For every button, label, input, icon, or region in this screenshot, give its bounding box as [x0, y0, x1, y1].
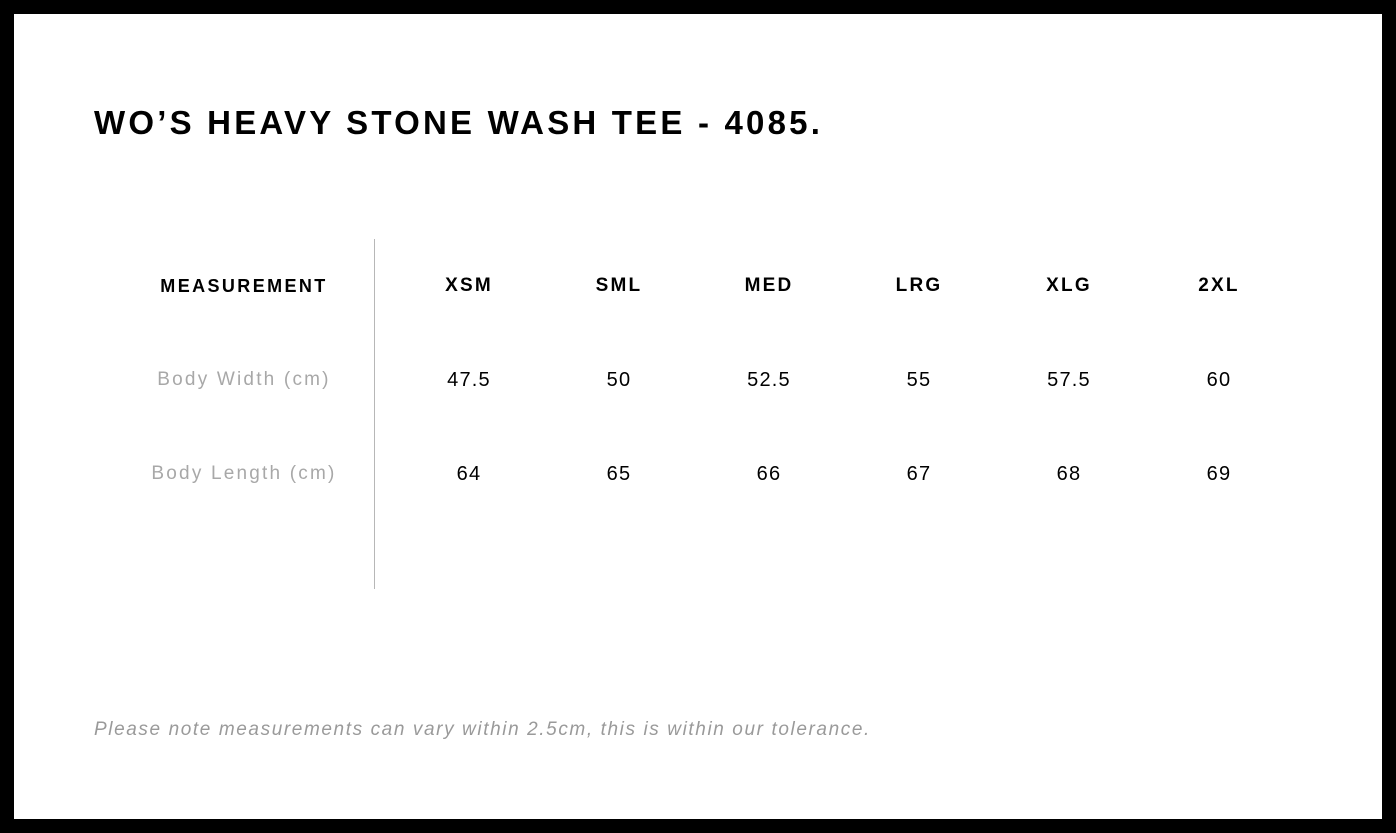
column-header-med: MED: [744, 275, 794, 296]
column-header-xlg: XLG: [1046, 275, 1092, 296]
tolerance-note: Please note measurements can vary within 2.5cm, this is within our tolerance.: [94, 719, 871, 740]
cell-body-length-xlg: 68: [1056, 462, 1082, 485]
page-title: WO’S HEAVY STONE WASH TEE - 4085.: [94, 104, 824, 141]
cell-body-width-xlg: 57.5: [1047, 368, 1091, 391]
column-header-sml: SML: [595, 275, 643, 296]
cell-body-width-med: 52.5: [747, 368, 791, 391]
size-chart-page: [14, 14, 1382, 819]
column-header-lrg: LRG: [895, 275, 943, 296]
cell-body-length-med: 66: [756, 462, 782, 485]
row-label-body-length: Body Length (cm): [151, 463, 337, 484]
column-header-measurement: MEASUREMENT: [160, 275, 328, 296]
row-label-body-width: Body Width (cm): [157, 369, 331, 390]
column-header-2xl: 2XL: [1198, 275, 1240, 296]
cell-body-width-sml: 50: [606, 368, 632, 391]
cell-body-length-sml: 65: [606, 462, 632, 485]
cell-body-length-lrg: 67: [906, 462, 932, 485]
cell-body-width-lrg: 55: [906, 368, 932, 391]
table-header-row: [94, 239, 1294, 333]
cell-body-width-2xl: 60: [1206, 368, 1232, 391]
cell-body-length-xsm: 64: [456, 462, 482, 485]
table-row: [94, 427, 1294, 521]
column-header-xsm: XSM: [445, 275, 493, 296]
cell-body-width-xsm: 47.5: [447, 368, 491, 391]
table-row: [94, 333, 1294, 427]
cell-body-length-2xl: 69: [1206, 462, 1232, 485]
size-table: [94, 239, 1294, 521]
